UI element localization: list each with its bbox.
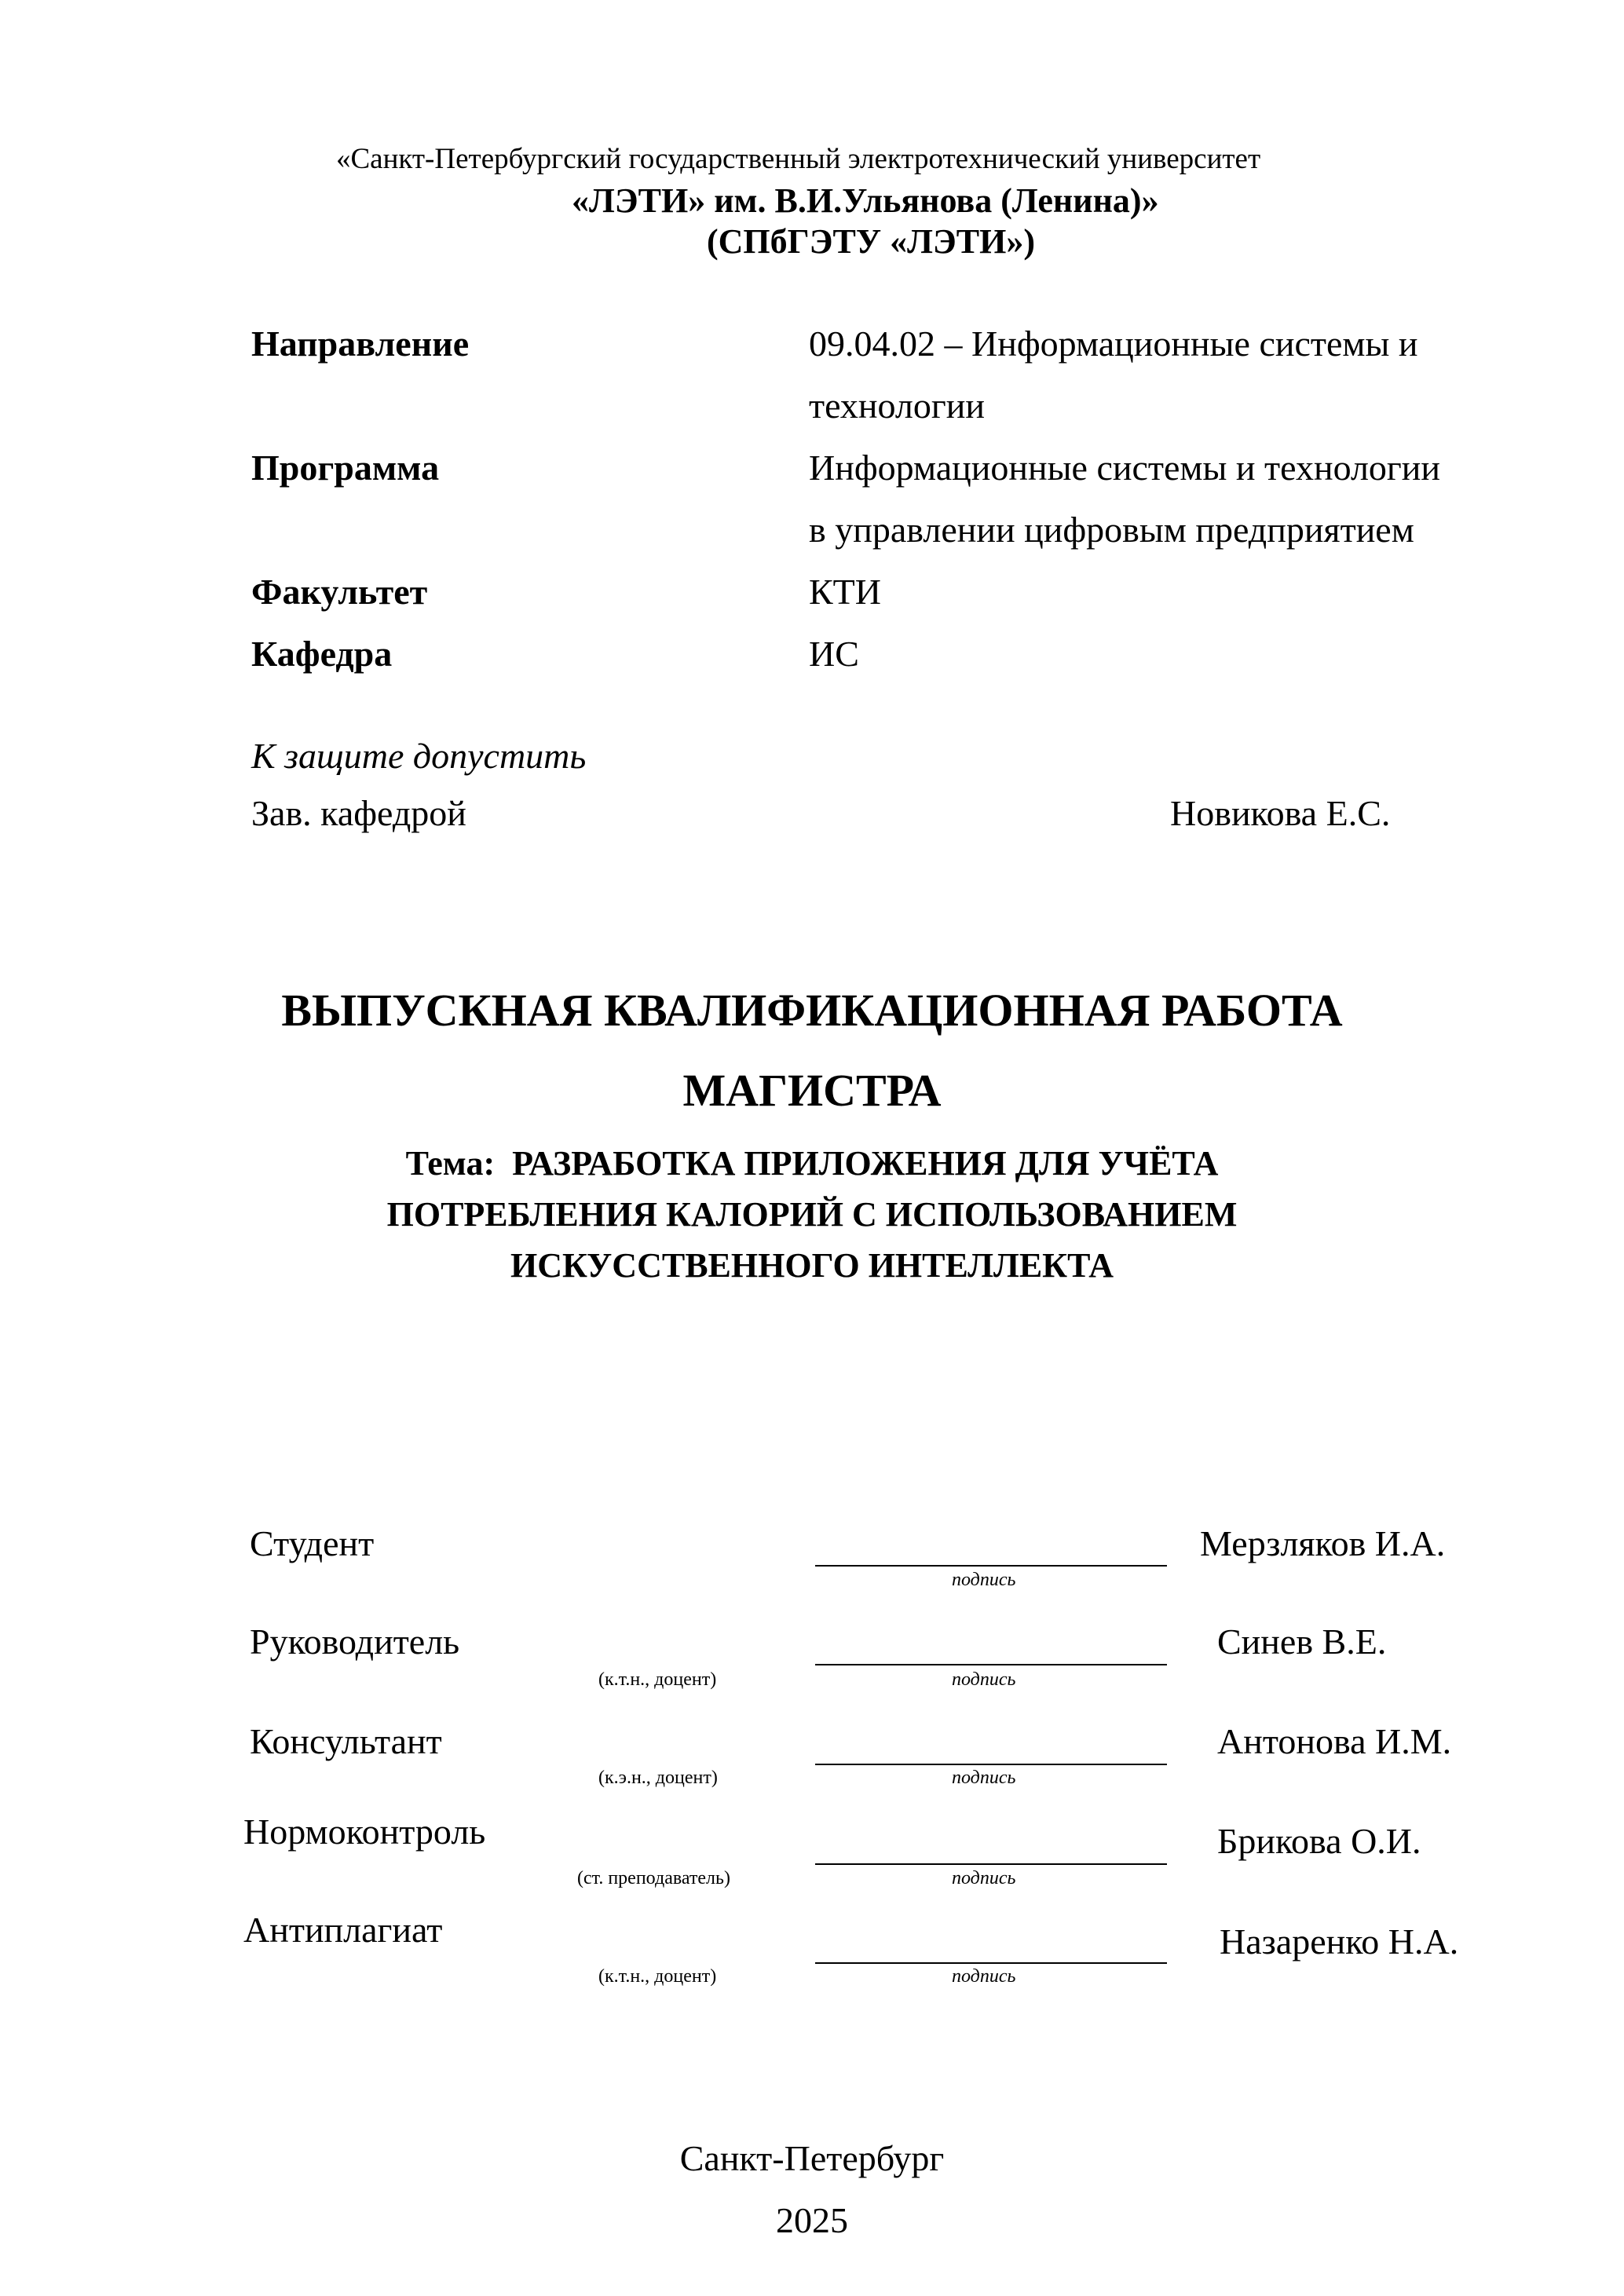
head-of-department-label: Зав. кафедрой [251, 793, 466, 833]
signature-caption: подпись [952, 1768, 1016, 1788]
work-title-degree: МАГИСТРА [682, 1065, 942, 1116]
direction-label: Направление [251, 324, 470, 364]
year: 2025 [776, 2200, 848, 2240]
signature-caption: подпись [952, 1868, 1016, 1888]
program-label: Программа [251, 448, 440, 488]
university-abbr: (СПбГЭТУ «ЛЭТИ») [707, 222, 1035, 261]
department-label: Кафедра [251, 634, 393, 674]
signature-role: Антиплагиат [243, 1910, 443, 1950]
city: Санкт-Петербург [679, 2138, 945, 2178]
signature-caption: подпись [952, 1570, 1016, 1590]
signature-role: Руководитель [250, 1621, 460, 1662]
signature-name: Мерзляков И.А. [1200, 1523, 1446, 1563]
signature-degree: (ст. преподаватель) [577, 1868, 730, 1888]
topic-line-1: Тема: РАЗРАБОТКА ПРИЛОЖЕНИЯ ДЛЯ УЧЁТА [405, 1144, 1219, 1183]
program-value-cont: в управлении цифровым предприятием [809, 510, 1414, 550]
signature-name: Антонова И.М. [1217, 1721, 1452, 1761]
signature-role: Консультант [250, 1721, 442, 1761]
faculty-value: КТИ [809, 572, 881, 612]
faculty-label: Факультет [251, 572, 428, 612]
head-of-department-name: Новикова Е.С. [1170, 793, 1391, 833]
university-name-short: «ЛЭТИ» им. В.И.Ульянова (Ленина)» [572, 181, 1159, 220]
work-title: ВЫПУСКНАЯ КВАЛИФИКАЦИОННАЯ РАБОТА [281, 985, 1343, 1036]
signature-line [815, 1764, 1167, 1765]
direction-value: 09.04.02 – Информационные системы и [809, 324, 1418, 364]
signature-degree: (к.т.н., доцент) [598, 1669, 717, 1690]
signature-degree: (к.э.н., доцент) [598, 1768, 718, 1788]
signature-line [815, 1565, 1167, 1567]
signature-role: Нормоконтроль [243, 1812, 486, 1852]
topic-line-3: ИСКУССТВЕННОГО ИНТЕЛЛЕКТА [510, 1246, 1114, 1285]
signature-role: Студент [250, 1523, 375, 1563]
department-value: ИС [809, 634, 859, 674]
university-name: «Санкт-Петербургский государственный электротехнический университет [336, 143, 1261, 175]
admission-title: К защите допустить [251, 736, 587, 776]
signature-line [815, 1962, 1167, 1964]
signature-caption: подпись [952, 1669, 1016, 1690]
signature-name: Назаренко Н.А. [1220, 1921, 1459, 1961]
signature-degree: (к.т.н., доцент) [598, 1966, 717, 1987]
direction-value-cont: технологии [809, 386, 985, 426]
signature-name: Брикова О.И. [1217, 1821, 1421, 1861]
signature-line [815, 1664, 1167, 1665]
signature-caption: подпись [952, 1966, 1016, 1987]
program-value: Информационные системы и технологии [809, 448, 1441, 488]
signature-name: Синев В.Е. [1217, 1621, 1387, 1662]
topic-line-2: ПОТРЕБЛЕНИЯ КАЛОРИЙ С ИСПОЛЬЗОВАНИЕМ [386, 1195, 1238, 1234]
signature-line [815, 1863, 1167, 1865]
